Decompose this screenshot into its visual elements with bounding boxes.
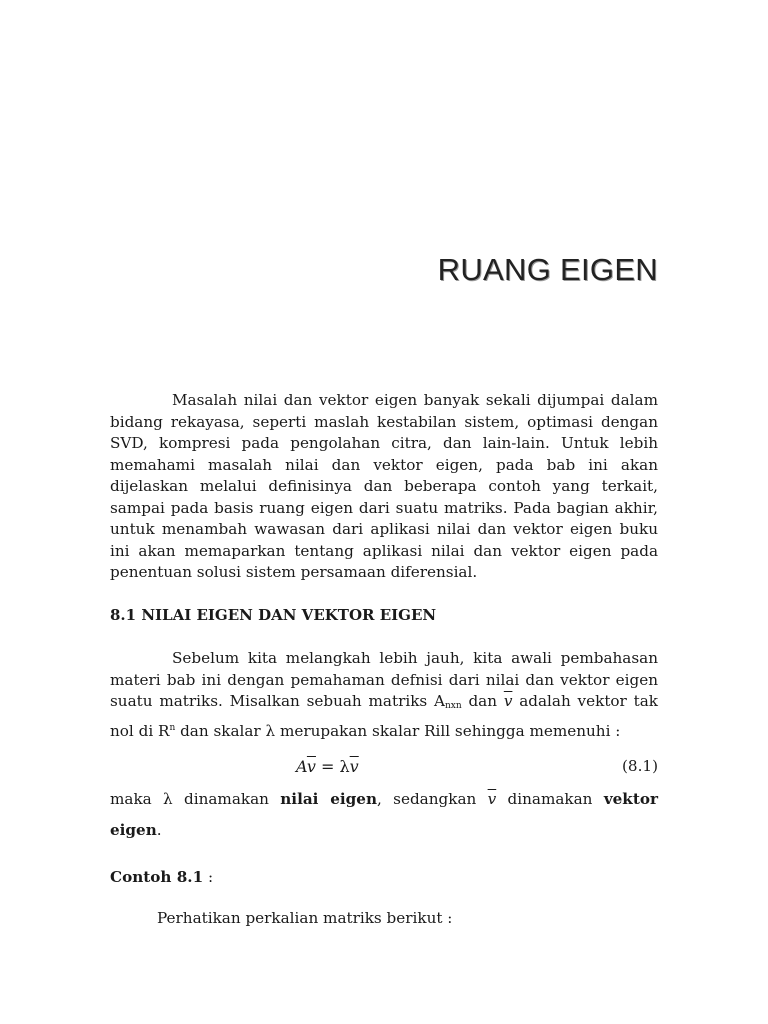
equation-formula [296,757,359,776]
intro-text: Masalah nilai dan vektor eigen banyak sekali dijumpai dalam bidang rekayasa, seperti maslah kestabilan sistem, optimasi dengan SVD, kompresi pada pengolahan citra, dan lain-lain. Untuk lebih memahami masalah nilai dan vektor eigen, pada bab ini akan dijelaskan melalui definisinya dan beberapa contoh yang terkait, sampai pada basis ruang eigen dari suatu matriks. Pada bagian akhir, untuk menambah wawasan dari aplikasi nilai dan vektor eigen buku ini akan memaparkan tentang aplikasi nilai dan vektor eigen pada penentuan solusi sistem persamaan diferensial. [110,391,658,581]
equation-8-1 [110,757,658,779]
example-text: Perhatikan perkalian matriks berikut : [157,909,453,927]
equation-matrix: A [296,757,307,776]
example-colon: : [203,868,214,886]
definition-text-2: dan [461,692,504,710]
conclusion-paragraph [110,784,658,846]
space-dimension-superscript: n [169,722,176,733]
definition-text-1: Sebelum kita melangkah lebih jauh, kita awali pembahasan materi bab ini dengan pemahaman defnisi dari nilai dan vektor eigen suatu matriks. Misalkan sebuah matriks A [110,649,658,710]
chapter-title: RUANG EIGEN [437,252,658,287]
term-eigenvector: vektor eigen [110,790,658,839]
vector-v-symbol-2: $\overline{v}$ [487,790,497,808]
matrix-size-subscript: nxn [444,701,462,711]
equation-number: (8.1) [621,757,658,775]
definition-text-4: dan skalar λ merupakan skalar Rill sehingga memenuhi : [175,721,621,740]
intro-paragraph [110,390,658,584]
conclusion-text-1: maka λ dinamakan [110,790,281,808]
definition-paragraph [110,648,658,742]
example-title: Contoh 8.1 [110,868,204,886]
definition-text-3: adalah vektor tak nol di R [110,692,658,740]
vector-v-symbol: $\overline{v}$ [503,692,513,710]
section-heading: 8.1 NILAI EIGEN DAN VEKTOR EIGEN [110,606,437,624]
conclusion-text-4: . [156,821,162,839]
equation-equals-lambda: = λ [315,757,350,776]
example-label [110,868,213,886]
term-eigenvalue: nilai eigen [280,790,378,808]
conclusion-text-3: dinamakan [496,790,604,808]
equation-vector-right: $\overline{v}$ [349,757,359,776]
equation-vector-left: $\overline{v}$ [306,757,316,776]
conclusion-text-2: , sedangkan [377,790,488,808]
